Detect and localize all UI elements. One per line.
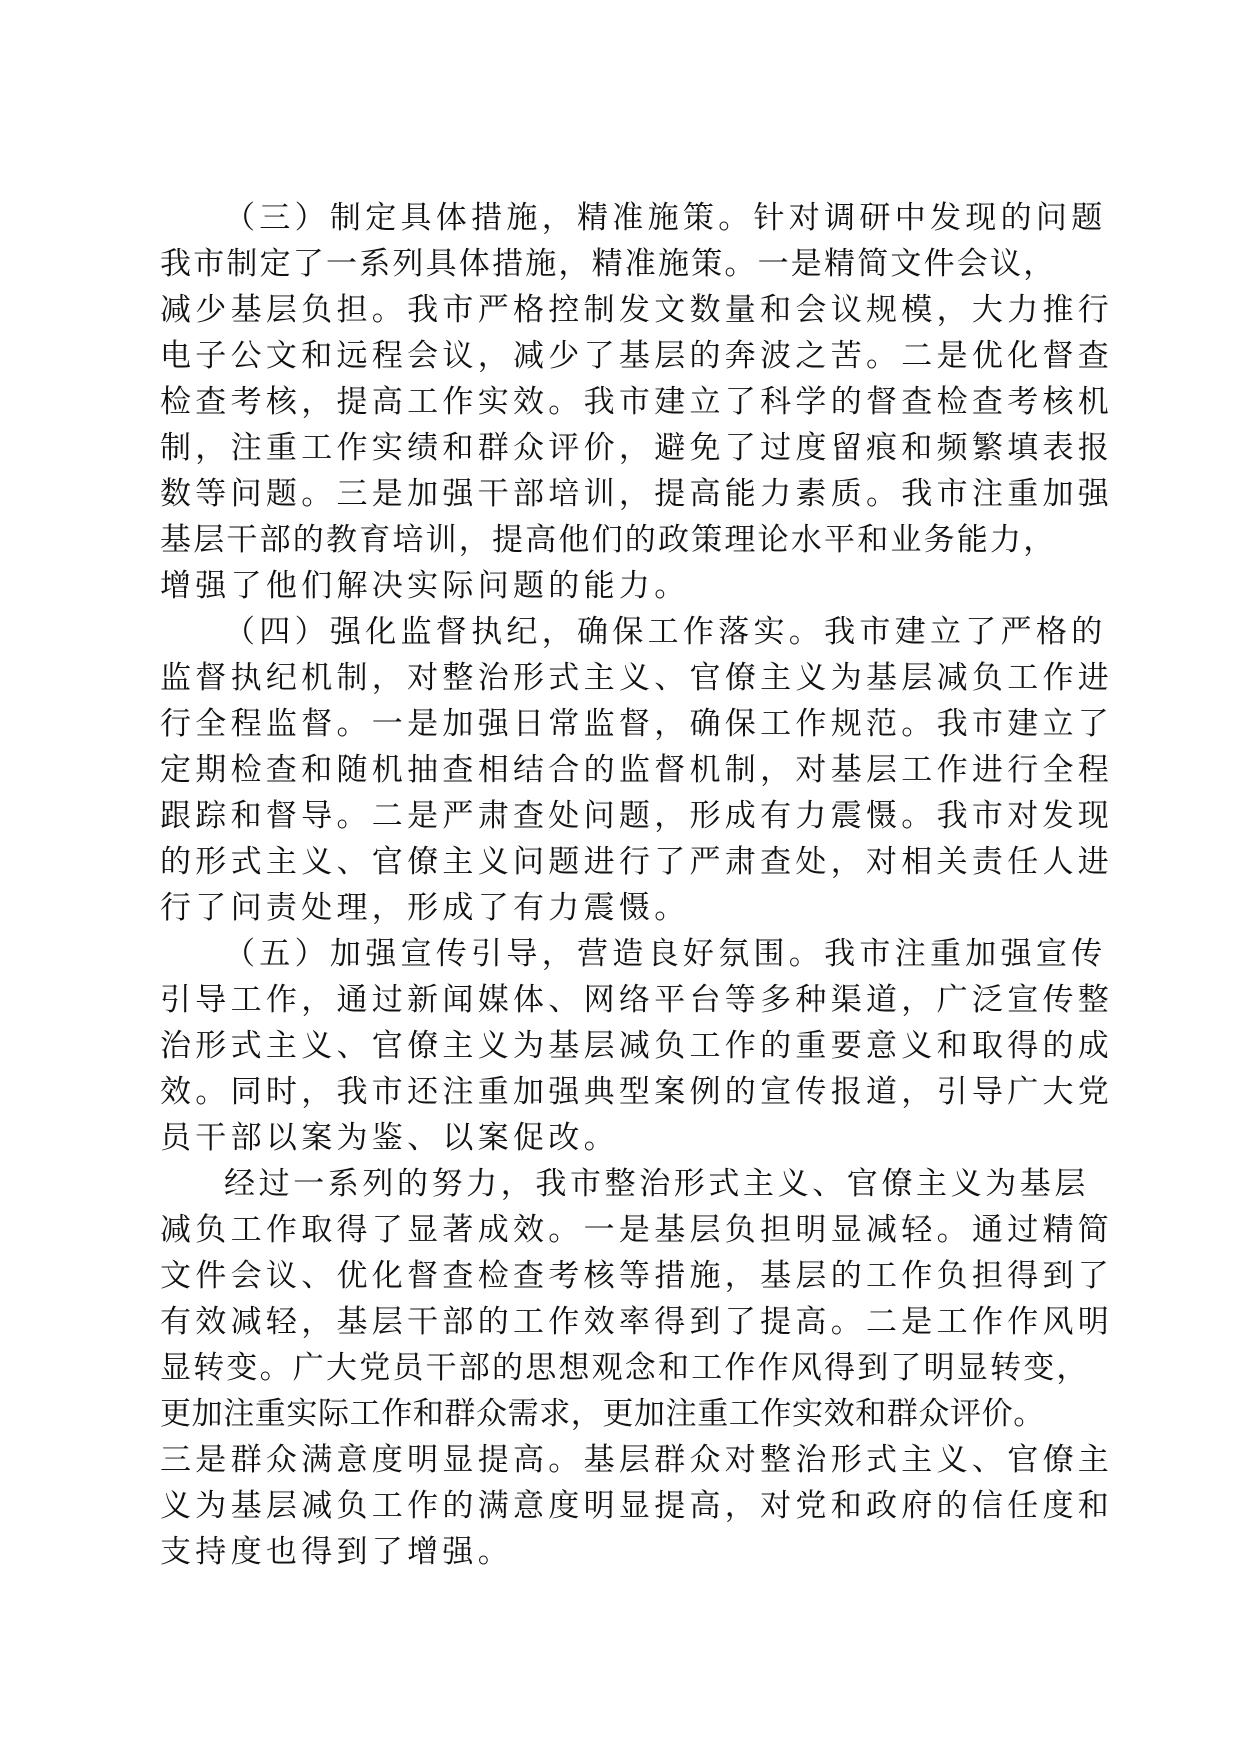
paragraph-line: 更加注重实际工作和群众需求，更加注重工作实效和群众评价。 [160, 1396, 1045, 1432]
paragraph-line: 有效减轻，基层干部的工作效率得到了提高。二是工作作风明 [160, 1304, 1114, 1340]
paragraph-line: 义为基层减负工作的满意度明显提高，对党和政府的信任度和 [160, 1488, 1114, 1524]
paragraph-line: 经过一系列的努力，我市整治形式主义、官僚主义为基层 [224, 1166, 1089, 1202]
paragraph-line: （五）加强宣传引导，营造良好氛围。我市注重加强宣传 [224, 936, 1107, 972]
paragraph-line: 监督执纪机制，对整治形式主义、官僚主义为基层减负工作进 [160, 660, 1114, 696]
paragraph-line: 减少基层负担。我市严格控制发文数量和会议规模，大力推行 [160, 292, 1114, 328]
paragraph-line: 文件会议、优化督查检查考核等措施，基层的工作负担得到了 [160, 1258, 1114, 1294]
paragraph-line: 增强了他们解决实际问题的能力。 [160, 568, 690, 604]
paragraph-line: 制，注重工作实绩和群众评价，避免了过度留痕和频繁填表报 [160, 430, 1114, 466]
paragraph-line: 我市制定了一系列具体措施，精准施策。一是精简文件会议， [160, 246, 1057, 282]
paragraph-line: 显转变。广大党员干部的思想观念和工作作风得到了明显转变， [160, 1350, 1090, 1386]
paragraph-line: 行了问责处理，形成了有力震慑。 [160, 890, 690, 926]
paragraph-line: 员干部以案为鉴、以案促改。 [160, 1120, 619, 1156]
paragraph-line: 的形式主义、官僚主义问题进行了严肃查处，对相关责任人进 [160, 844, 1114, 880]
paragraph-line: 三是群众满意度明显提高。基层群众对整治形式主义、官僚主 [160, 1442, 1114, 1478]
paragraph-line: 支持度也得到了增强。 [160, 1534, 513, 1570]
paragraph-line: 检查考核，提高工作实效。我市建立了科学的督查检查考核机 [160, 384, 1114, 420]
paragraph-line: 基层干部的教育培训，提高他们的政策理论水平和业务能力， [160, 522, 1057, 558]
paragraph-line: 定期检查和随机抽查相结合的监督机制，对基层工作进行全程 [160, 752, 1114, 788]
paragraph-line: 引导工作，通过新闻媒体、网络平台等多种渠道，广泛宣传整 [160, 982, 1114, 1018]
document-body [160, 195, 1114, 1575]
paragraph-line: （三）制定具体措施，精准施策。针对调研中发现的问题 [224, 200, 1107, 236]
paragraph-line: 行全程监督。一是加强日常监督，确保工作规范。我市建立了 [160, 706, 1114, 742]
paragraph-line: 减负工作取得了显著成效。一是基层负担明显减轻。通过精简 [160, 1212, 1114, 1248]
paragraph-line: 数等问题。三是加强干部培训，提高能力素质。我市注重加强 [160, 476, 1114, 512]
paragraph-line: 跟踪和督导。二是严肃查处问题，形成有力震慑。我市对发现 [160, 798, 1114, 834]
paragraph-line: （四）强化监督执纪，确保工作落实。我市建立了严格的 [224, 614, 1107, 650]
paragraph-line: 电子公文和远程会议，减少了基层的奔波之苦。二是优化督查 [160, 338, 1114, 374]
paragraph-line: 效。同时，我市还注重加强典型案例的宣传报道，引导广大党 [160, 1074, 1114, 1110]
paragraph-line: 治形式主义、官僚主义为基层减负工作的重要意义和取得的成 [160, 1028, 1114, 1064]
